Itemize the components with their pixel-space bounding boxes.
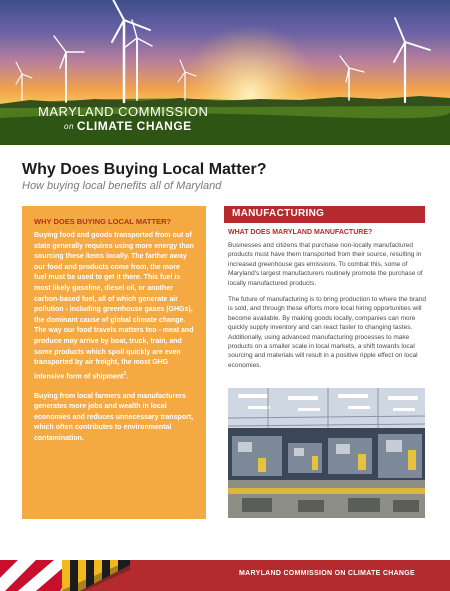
commission-logo-text (38, 104, 208, 134)
page-subtitle: How buying local benefits all of Maryland (22, 180, 222, 192)
sidebar-paragraph-1: Buying food and goods transported from out of state generally requires using more energy than sourcing these items locally. The farther away our food and products come from, the more fuel must be used to get it there. This fuel is most likely gasoline, diesel oil, or another carbon-based fuel, all of which generate air pollution - including greenhouse gases (GHGs), the dominant cause of global climate change. The way our food travels matters too - meat and produce may arrive by boat, truck, train, and some products which spoil quickly are even transported by air freight, the most GHG intensive form of shipment$^1$. (34, 232, 194, 381)
manufacturing-heading: WHAT DOES MARYLAND MANUFACTURE? (228, 229, 373, 236)
manufacturing-content (228, 229, 426, 377)
commission-title-line2: CLIMATE CHANGE (76, 119, 192, 133)
footer (0, 560, 450, 591)
manufacturing-section-bar (224, 206, 425, 223)
manufacturing-paragraph-2: The future of manufacturing is to bring production to where the brand is sold, and through these efforts more local hiring opportunities will become available. By making goods locally, companies can more quickly supply inventory and can react faster to changing tastes. Additionally, using advanced manufacturing processes to make products on a smaller scale in local markets, a shift towards local sourcing and materials will result in a positive ripple effect on local economies. (228, 296, 427, 369)
footer-text: MARYLAND COMMISSION ON CLIMATE CHANGE (239, 570, 415, 577)
sidebar-box (22, 206, 206, 519)
sidebar-paragraph-1-text: Buying food and goods transported from out of state generally requires using more energy than sourcing these items locally. The farther away our food and products come from, the more fuel must be used to get it there. This fuel is most likely gasoline, diesel oil, or another carbon-based fuel, all of which generate air pollution - including greenhouse gases (GHGs), the dominant cause of global climate change. The way our food travels matters too - meat and produce may arrive by boat, truck, train, and some products which spoil quickly are even transported by air freight, the most GHG intensive form of shipment (34, 232, 194, 381)
factory-floor-image (228, 388, 425, 518)
commission-title-on: on (64, 122, 74, 131)
manufacturing-paragraph-1: Businesses and citizens that purchase non-locally manufactured products must have them transported from their source, resulting in increased greenhouse gas emissions. To combat this, some of Maryland's largest manufacturers routinely promote the purchase of locally manufactured products. (228, 242, 423, 287)
maryland-flag-graphic (0, 560, 130, 591)
sidebar-heading: WHY DOES BUYING LOCAL MATTER? (34, 217, 172, 226)
footnote-marker: 1 (123, 370, 127, 377)
page-title: Why Does Buying Local Matter? (22, 161, 267, 178)
manufacturing-section-title: MANUFACTURING (232, 208, 325, 219)
sidebar-paragraph-2: Buying from local farmers and manufacturers generates more jobs and wealth in local economies and reduces unnecessary transport, which often contributes to environmental contamination. (34, 392, 194, 443)
factory-photo (228, 388, 425, 518)
header-banner (0, 0, 450, 145)
commission-title-line1: MARYLAND COMMISSION (38, 104, 209, 119)
